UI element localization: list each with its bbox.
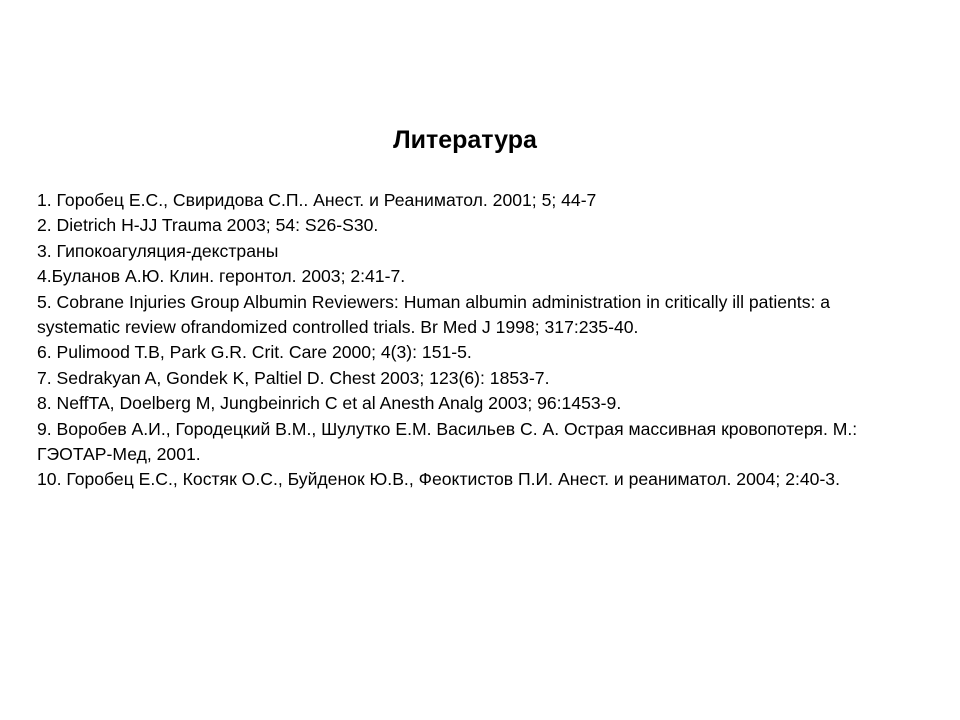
reference-item: 10. Горобец Е.С., Костяк О.С., Буйденок Ю.В., Феоктистов П.И. Анест. и реаниматол. 2004; 2:40-3. [37, 469, 840, 490]
reference-item: 1. Горобец Е.С., Свиридова С.П.. Анест. и Реаниматол. 2001; 5; 44-7 [37, 190, 597, 210]
reference-item: 3. Гипокоагуляция-декстраны [37, 240, 279, 261]
reference-item: 8. NeffTA, Doelberg M, Jungbeinrich C et al Anesth Analg 2003; 96:1453-9. [37, 393, 622, 414]
reference-item: 9. Воробев А.И., Городецкий В.М., Шулутко Е.М. Васильев С. А. Острая массивная кровопотеря. М.: ГЭОТАР-Мед, 2001. [37, 418, 858, 465]
reference-item: 6. Pulimood T.B, Park G.R. Crit. Care 2000; 4(3): 151-5. [37, 342, 472, 363]
reference-item: 4.Буланов А.Ю. Клин. геронтол. 2003; 2:41-7. [37, 266, 406, 287]
reference-list [37, 188, 907, 493]
slide-title: Литература [393, 126, 537, 154]
reference-item: 2. Dietrich H-JJ Trauma 2003; 54: S26-S30. [37, 215, 379, 236]
reference-item: 5. Cobrane Injuries Group Albumin Reviewers: Human albumin administration in critically ill patients: a systematic review ofrandomized controlled trials. Br Med J 1998; 317:235-40. [37, 291, 831, 338]
reference-item: 7. Sedrakyan A, Gondek K, Paltiel D. Chest 2003; 123(6): 1853-7. [37, 367, 550, 388]
